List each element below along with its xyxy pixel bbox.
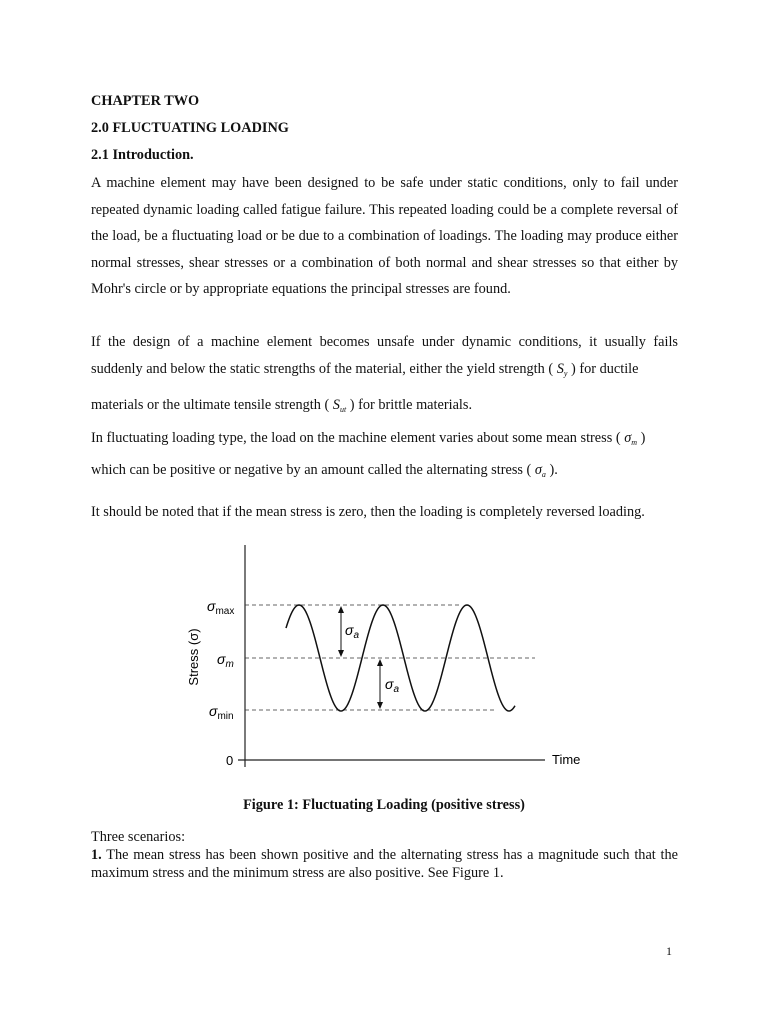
- mean-zero-note: It should be noted that if the mean stress is zero, then the loading is completely reversed loading.: [91, 504, 645, 520]
- chapter-heading: CHAPTER TWO: [91, 93, 200, 109]
- subsection-heading: 2.1 Introduction.: [91, 147, 194, 163]
- scenario-item-1: 1. The mean stress has been shown positive and the alternating stress has a magnitude such that the maximum stress and the minimum stress are also positive. See Figure 1.: [91, 847, 678, 881]
- section-heading: 2.0 FLUCTUATING LOADING: [91, 120, 289, 136]
- mean-stress-symbol: $\sigma_m$: [624, 430, 638, 447]
- stress-axis-label: Stress (σ): [186, 628, 201, 686]
- sigma-a-upper-label: $\sigma_a$: [345, 622, 360, 641]
- intro-paragraph: A machine element may have been designed to be safe under static conditions, only to fail under repeated dynamic loading called fatigue failure. This repeated loading could be a complete reversal of the load, be a fluctuating load or be due to a combination of loadings. The loading may produce either normal stresses, shear stresses or a combination of both normal and shear stresses so that either by Mohr's circle or by appropriate equations the principal stresses are found.: [91, 175, 678, 297]
- dynamic-failure-paragraph: If the design of a machine element becomes unsafe under dynamic conditions, it usually fails suddenly and below the static strengths of the material, either the yield strength ( $S_y$ ) for ductile: [91, 334, 678, 378]
- zero-label: 0: [226, 753, 234, 768]
- ultimate-strength-symbol: $S_{ut}$: [332, 397, 347, 414]
- yield-strength-symbol: $S_y$: [556, 360, 568, 378]
- page-number: 1: [666, 944, 672, 958]
- mean-stress-line: In fluctuating loading type, the load on the machine element varies about some mean stress ( $\sigma_m$ ): [91, 430, 646, 447]
- time-axis-label: Time: [552, 752, 581, 767]
- sigma-m-label: $\sigma_m$: [217, 651, 234, 670]
- sigma-min-label: $\sigma_{min}$: [209, 703, 234, 722]
- brittle-materials-line: materials or the ultimate tensile strength ( $S_{ut}$ ) for brittle materials.: [91, 397, 473, 414]
- alternating-stress-line: which can be positive or negative by an amount called the alternating stress ( $\sigma_a$ ).: [91, 462, 558, 479]
- figure-caption: Figure 1: Fluctuating Loading (positive stress): [243, 797, 525, 813]
- alternating-stress-symbol: $\sigma_a$: [534, 462, 546, 479]
- sigma-a-lower-label: $\sigma_a$: [385, 676, 400, 695]
- sigma-max-label: $\sigma_{max}$: [207, 598, 235, 617]
- scenarios-intro: Three scenarios:: [91, 829, 186, 845]
